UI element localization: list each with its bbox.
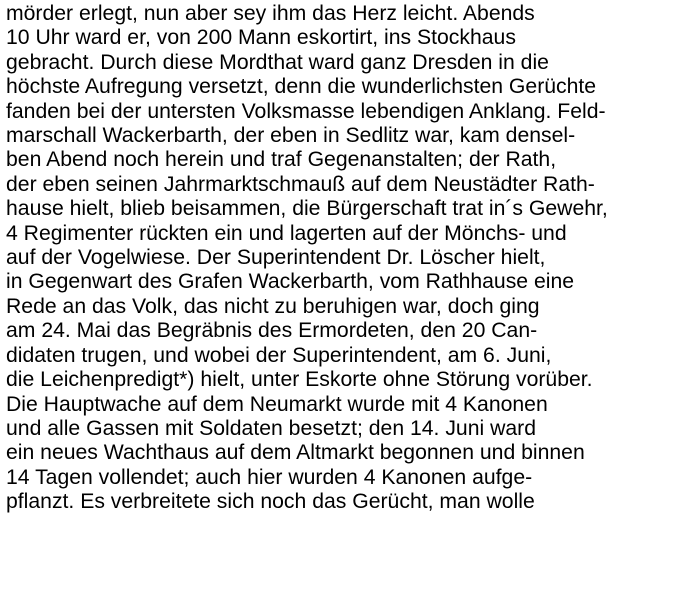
text-line: in Gegenwart des Grafen Wackerbarth, vom Rathhause eine [6, 270, 575, 294]
text-line: ben Abend noch herein und traf Gegenanstalten; der Rath, [6, 148, 557, 172]
text-line: fanden bei der untersten Volksmasse lebendigen Anklang. Feld- [6, 99, 606, 123]
text-line: die Leichenpredigt*) hielt, unter Eskorte ohne Störung vorüber. [6, 368, 593, 392]
text-line: pflanzt. Es verbreitete sich noch das Gerücht, man wolle [6, 490, 535, 514]
text-line: am 24. Mai das Begräbnis des Ermordeten, den 20 Can- [6, 319, 538, 343]
text-line: auf der Vogelwiese. Der Superintendent Dr. Löscher hielt, [6, 246, 546, 270]
text-line: höchste Aufregung versetzt, denn die wunderlichsten Gerüchte [6, 75, 597, 99]
text-line: 14 Tagen vollendet; auch hier wurden 4 Kanonen aufge- [6, 465, 533, 489]
text-line: der eben seinen Jahrmarktschmauß auf dem Neustädter Rath- [6, 172, 595, 196]
text-line: didaten trugen, und wobei der Superintendent, am 6. Juni, [6, 343, 552, 367]
text-line: ein neues Wachthaus auf dem Altmarkt begonnen und binnen [6, 441, 585, 465]
text-line: gebracht. Durch diese Mordthat ward ganz Dresden in die [6, 50, 549, 74]
text-line: mörder erlegt, nun aber sey ihm das Herz leicht. Abends [6, 2, 535, 25]
document-text-block [6, 2, 698, 515]
text-line: und alle Gassen mit Soldaten besetzt; den 14. Juni ward [6, 416, 537, 440]
text-line: hause hielt, blieb beisammen, die Bürgerschaft trat in´s Gewehr, [6, 197, 608, 221]
text-line: 10 Uhr ward er, von 200 Mann eskortirt, ins Stockhaus [6, 26, 516, 50]
text-line: 4 Regimenter rückten ein und lagerten auf der Mönchs- und [6, 221, 567, 245]
text-line: Rede an das Volk, das nicht zu beruhigen war, doch ging [6, 294, 540, 318]
text-line: marschall Wackerbarth, der eben in Sedlitz war, kam densel- [6, 124, 576, 148]
text-line: Die Hauptwache auf dem Neumarkt wurde mit 4 Kanonen [6, 392, 548, 416]
